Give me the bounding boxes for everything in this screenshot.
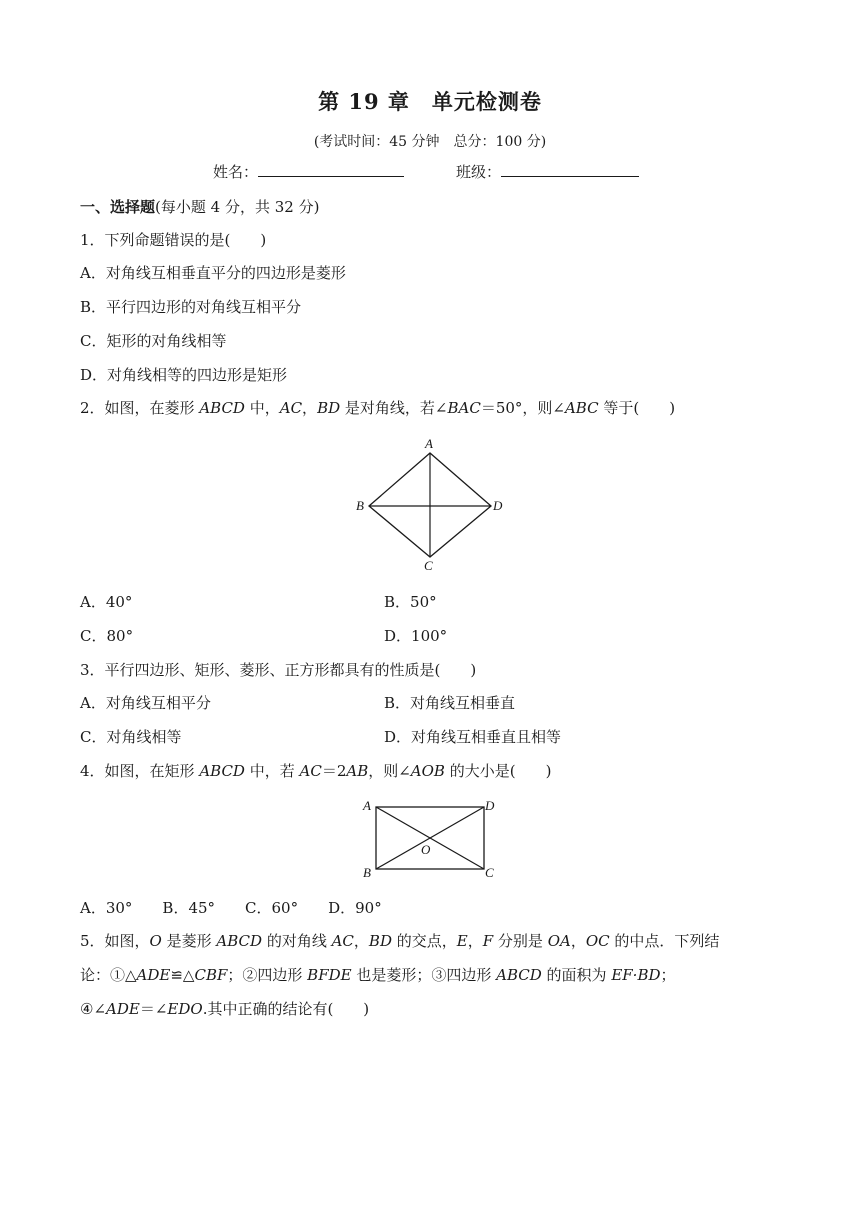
q3-option-c: C．对角线相等 (80, 728, 182, 746)
question-5-line-1: 5．如图，O 是菱形 ABCD 的对角线 AC，BD 的交点，E，F 分别是 OA，OC 的中点．下列结 (80, 932, 720, 950)
page-title: 第 19 章 单元检测卷 (318, 89, 542, 114)
q1-option-b: B．平行四边形的对角线互相平分 (80, 298, 302, 316)
q1-option-c: C．矩形的对角线相等 (80, 332, 227, 350)
question-1-stem: 1．下列命题错误的是( ) (80, 231, 267, 249)
section-title: 一、选择题 (80, 198, 156, 216)
rectangle-figure (355, 795, 505, 885)
exam-info: (考试时间：45 分钟 总分：100 分) (313, 134, 547, 150)
vertex-label-b: B (363, 865, 371, 880)
vertex-label-d: D (485, 798, 495, 813)
q2-option-b: B．50° (384, 593, 437, 611)
class-blank[interactable] (501, 161, 639, 177)
question-4-stem: 4．如图，在矩形 ABCD 中，若 AC＝2AB，则∠AOB 的大小是( ) (80, 762, 552, 780)
vertex-label-b: B (356, 498, 364, 513)
q3-option-b: B．对角线互相垂直 (384, 694, 516, 712)
q2-option-c: C．80° (80, 627, 134, 645)
question-5-line-3: ④∠ADE＝∠EDO.其中正确的结论有( ) (80, 1000, 370, 1018)
name-field-row (213, 161, 404, 183)
q3-option-d: D．对角线互相垂直且相等 (384, 728, 562, 746)
name-blank[interactable] (258, 161, 404, 177)
center-label-o: O (421, 842, 431, 857)
class-label: 班级： (456, 163, 502, 181)
question-2-stem: 2．如图，在菱形 ABCD 中，AC，BD 是对角线，若∠BAC＝50°，则∠ABC 等于( ) (80, 399, 676, 417)
question-5-line-2: 论：①△ADE≌△CBF；②四边形 BFDE 也是菱形；③四边形 ABCD 的面积为 EF·BD； (80, 966, 676, 984)
section-note: (每小题 4 分，共 32 分) (155, 198, 320, 216)
vertex-label-c: C (424, 558, 433, 573)
q1-option-d: D．对角线相等的四边形是矩形 (80, 366, 288, 384)
vertex-label-a: A (425, 436, 433, 451)
q2-option-d: D．100° (384, 627, 448, 645)
name-label: 姓名： (213, 163, 259, 181)
vertex-label-a: A (363, 798, 371, 813)
q2-option-a: A．40° (80, 593, 133, 611)
class-field-row (456, 161, 639, 183)
q4-options: A．30° B．45° C．60° D．90° (80, 899, 382, 917)
vertex-label-d: D (493, 498, 503, 513)
vertex-label-c: C (485, 865, 494, 880)
q3-option-a: A．对角线互相平分 (80, 694, 211, 712)
q1-option-a: A．对角线互相垂直平分的四边形是菱形 (80, 264, 346, 282)
rhombus-figure (350, 432, 510, 577)
section-heading (80, 196, 319, 218)
question-3-stem: 3．平行四边形、矩形、菱形、正方形都具有的性质是( ) (80, 661, 477, 679)
